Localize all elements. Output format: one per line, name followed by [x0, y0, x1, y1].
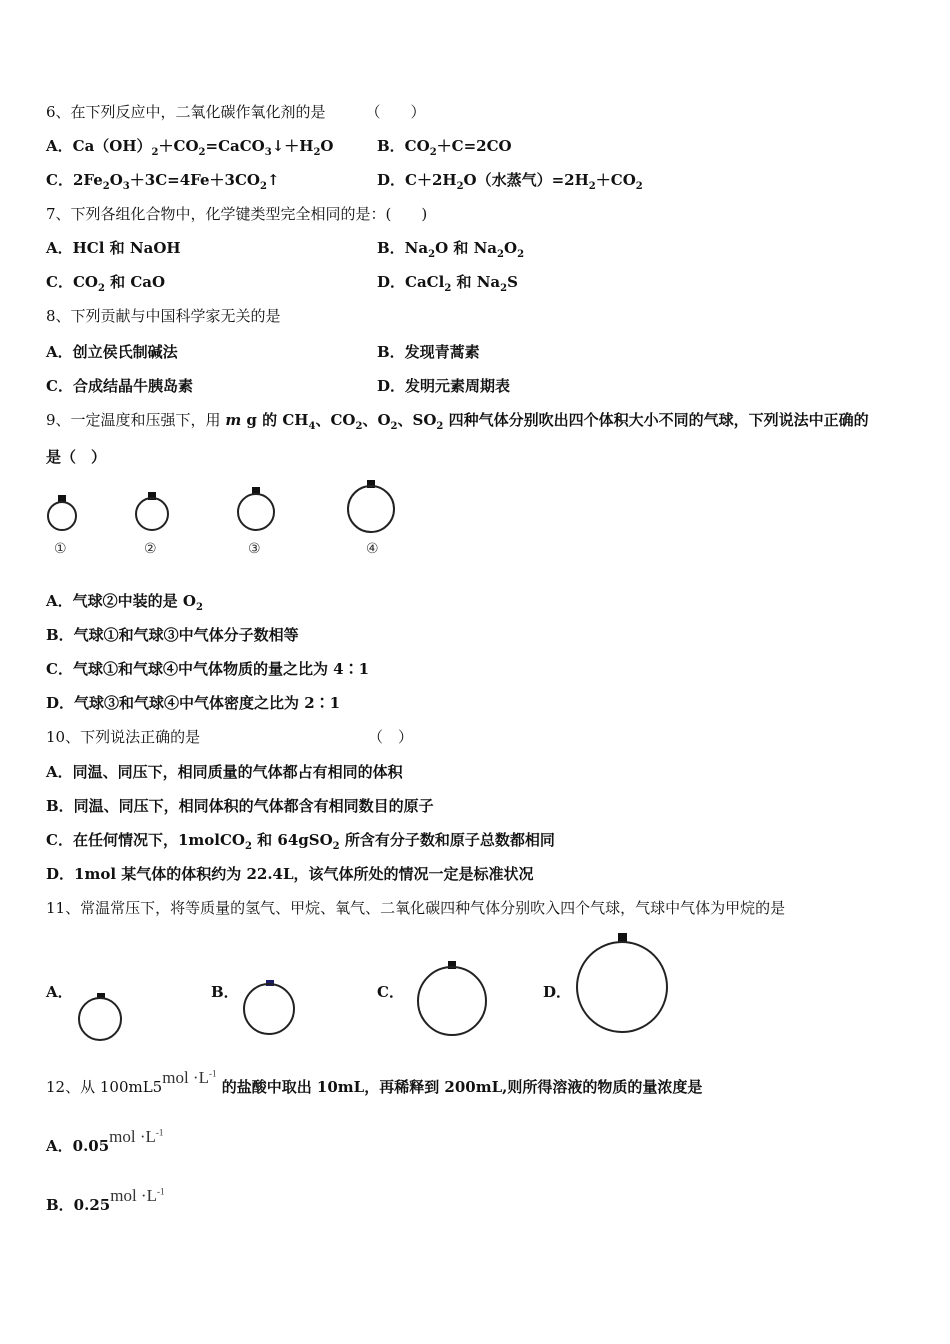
q9-option-a[interactable]: A．气球②中装的是 $O_2$ [46, 592, 203, 613]
q6-option-a[interactable]: A．$Ca(OH)_2+CO_2=CaCO_3↓+H_2O$ [46, 137, 334, 158]
q10-option-c[interactable]: C．在任何情况下，1molCO$_2$ 和 64gSO$_2$ 所含有分子数和原子总数都相同 [46, 831, 555, 852]
q9-option-b[interactable]: B．气球①和气球③中气体分子数相等 [46, 626, 299, 644]
q11-balloon-c [418, 961, 486, 1035]
q11-balloon-b [244, 980, 294, 1034]
q7-option-a[interactable]: A．HCl 和 NaOH [46, 239, 181, 257]
q9-stem: 9、一定温度和压强下，用 m g 的 $CH_4$、$CO_2$、$O_2$、$SO_2$ 四种气体分别吹出四个体积大小不同的气球，下列说法中正确的 [46, 411, 869, 432]
q10-option-b[interactable]: B．同温、同压下，相同体积的气体都含有相同数目的原子 [46, 797, 434, 815]
q9-label-4: ④ [366, 541, 379, 557]
q8-option-d[interactable]: D．发明元素周期表 [377, 377, 511, 395]
q10-option-d[interactable]: D．1mol 某气体的体积约为 22.4L，该气体所处的情况一定是标准状况 [46, 865, 534, 883]
mol-per-liter-unit: mol $\cdot L^{-1}$ [110, 1186, 165, 1205]
q9-balloon-1 [48, 495, 76, 530]
q12-option-a[interactable]: A．$0.05mol \cdot L^{-1}$ [46, 1127, 164, 1155]
q11-option-a[interactable]: A． [46, 983, 73, 1001]
q10-option-a[interactable]: A．同温、同压下，相同质量的气体都占有相同的体积 [46, 763, 403, 781]
q12-stem: 12、从 $100mL5mol \cdot L^{-1}$ 的盐酸中取出 10mL，再稀释到 200mL,则所得溶液的物质的量浓度是 [46, 1068, 703, 1096]
q7-option-d[interactable]: D．CaCl$_2$ 和 $Na_2S$ [377, 273, 518, 294]
q11-balloon-a [79, 993, 121, 1040]
q11-stem: 11、常温常压下，将等质量的氢气、甲烷、氧气、二氧化碳四种气体分别吹入四个气球，气球中气体为甲烷的是 [46, 899, 786, 917]
q6-option-b[interactable]: B．$CO_2+C=2CO$ [377, 137, 512, 158]
q11-option-d[interactable]: D． [543, 983, 572, 1001]
q9-balloon-2 [136, 492, 168, 530]
q9-stem-cont: 是（ ） [46, 448, 107, 466]
q8-option-a[interactable]: A．创立侯氏制碱法 [46, 343, 178, 361]
q7-stem: 7、下列各组化合物中，化学键类型完全相同的是：( ) [46, 205, 428, 223]
q9-label-1: ① [54, 541, 67, 557]
mol-per-liter-unit: mol $\cdot L^{-1}$ [109, 1127, 164, 1146]
q6-stem: 6、在下列反应中，二氧化碳作氧化剂的是 （ ） [46, 103, 426, 121]
q9-balloon-4 [348, 480, 394, 532]
q6-option-c[interactable]: C．$2Fe_2O_3+3C=4Fe+3CO_2↑$ [46, 171, 280, 192]
q7-option-b[interactable]: B．$Na_2O$ 和 $Na_2O_2$ [377, 239, 525, 260]
mol-per-liter-unit: mol $\cdot L^{-1}$ [162, 1068, 217, 1087]
q8-option-b[interactable]: B．发现青蒿素 [377, 343, 480, 361]
q11-option-c[interactable]: C． [377, 983, 404, 1001]
q11-option-b[interactable]: B． [211, 983, 239, 1001]
q9-label-3: ③ [248, 541, 261, 557]
q9-balloon-3 [238, 487, 274, 530]
q11-balloon-d [577, 933, 667, 1032]
q9-option-c[interactable]: C．气球①和气球④中气体物质的量之比为 4∶1 [46, 660, 370, 678]
q6-option-d[interactable]: D．$C+2H_2O$（水蒸气）$=2H_2+CO_2$ [377, 171, 643, 192]
q10-paren: （ ） [368, 728, 414, 746]
q9-label-2: ② [144, 541, 157, 557]
q12-option-b[interactable]: B．$0.25mol \cdot L^{-1}$ [46, 1186, 165, 1214]
q8-stem: 8、下列贡献与中国科学家无关的是 [46, 307, 281, 325]
q9-option-d[interactable]: D．气球③和气球④中气体密度之比为 2∶1 [46, 694, 341, 712]
q8-option-c[interactable]: C．合成结晶牛胰岛素 [46, 377, 193, 395]
q7-option-c[interactable]: C．$CO_2$ 和 CaO [46, 273, 166, 294]
q10-stem: 10、下列说法正确的是 [46, 728, 201, 746]
